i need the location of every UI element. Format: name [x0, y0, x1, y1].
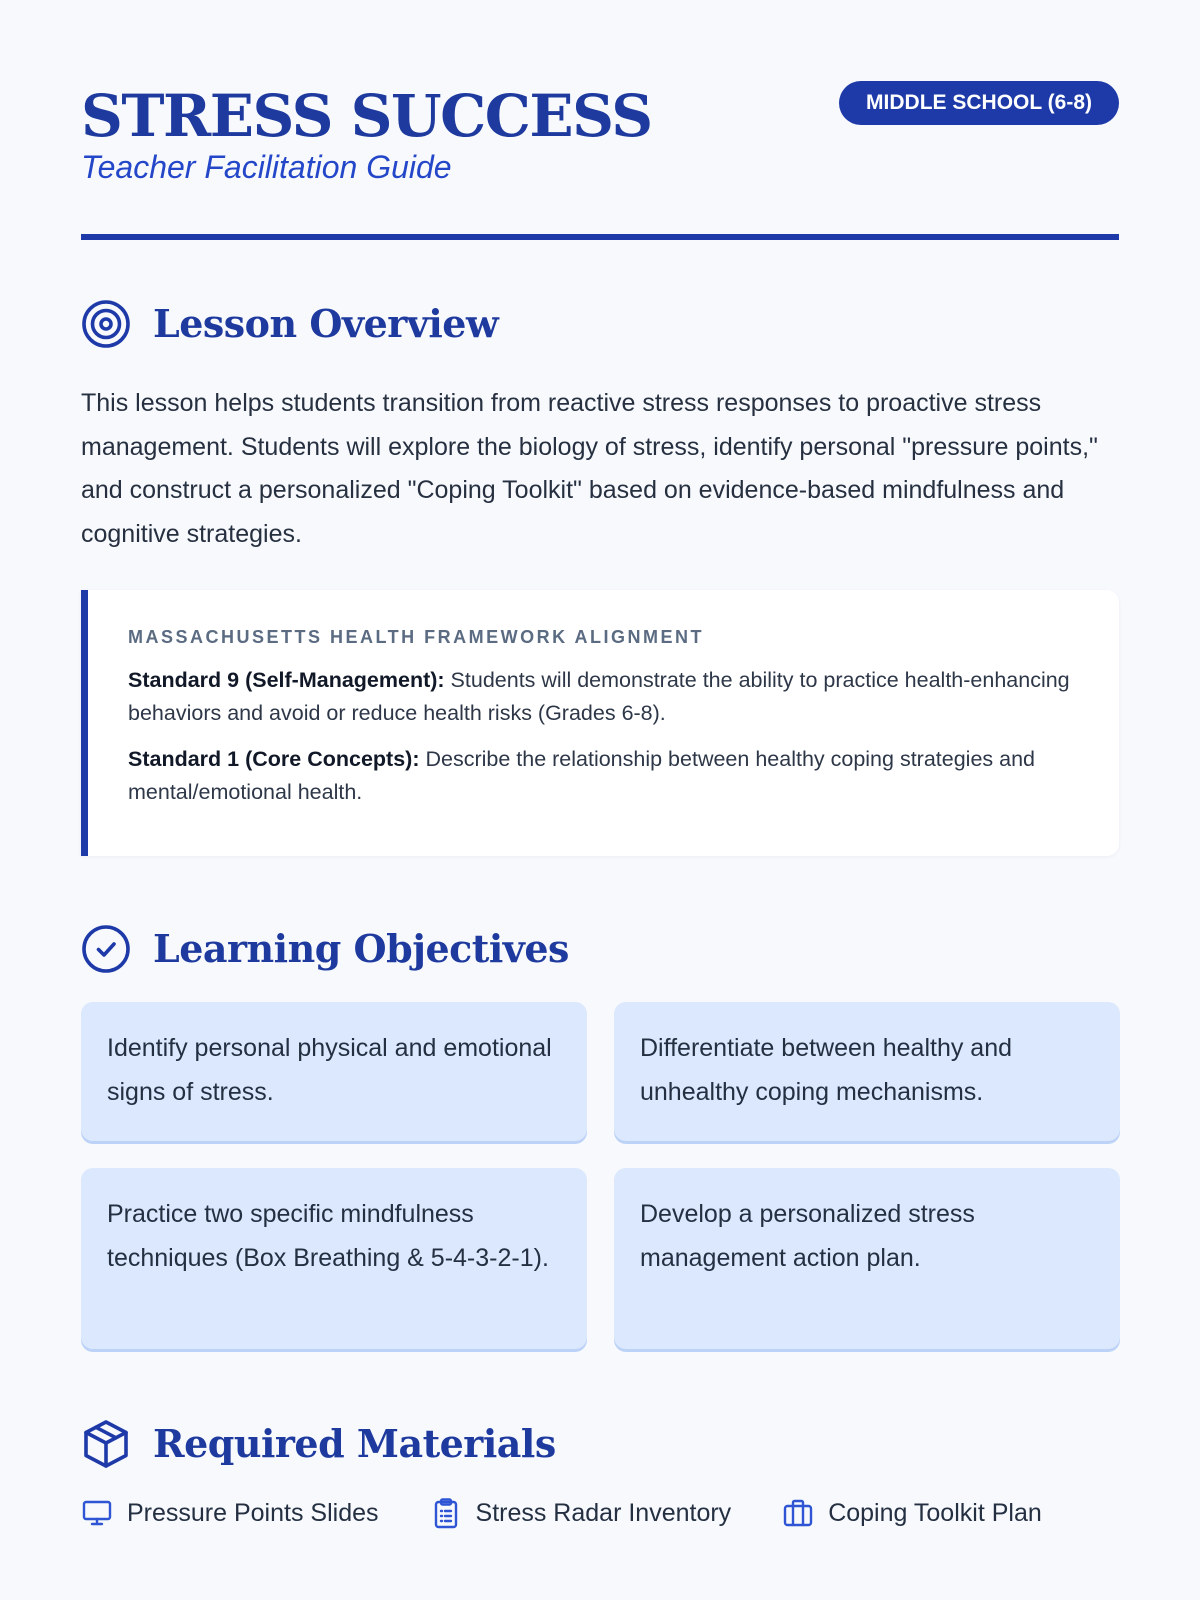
grade-level-badge: MIDDLE SCHOOL (6-8) — [839, 81, 1119, 125]
objective-card: Differentiate between healthy and unhealthy coping mechanisms. — [614, 1002, 1120, 1141]
lesson-overview-title: Lesson Overview — [153, 301, 499, 346]
monitor-icon — [81, 1497, 113, 1529]
briefcase-icon — [782, 1497, 814, 1529]
framework-alignment-callout — [81, 590, 1119, 856]
header-divider — [81, 234, 1119, 240]
learning-objectives-title: Learning Objectives — [153, 926, 569, 971]
material-label: Stress Radar Inventory — [475, 1498, 732, 1527]
page-subtitle: Teacher Facilitation Guide — [81, 149, 452, 185]
standard-text: Students will demonstrate the ability to practice health-enhancing behaviors and avoid or reduce health risks (Grades 6-8). — [128, 668, 1070, 725]
objectives-grid — [81, 1002, 1119, 1349]
lesson-overview-section — [81, 295, 1119, 856]
objective-card: Develop a personalized stress management action plan. — [614, 1168, 1120, 1349]
required-materials-heading — [81, 1415, 1119, 1473]
clipboard-icon — [430, 1497, 462, 1529]
standard-text: Describe the relationship between healthy coping strategies and mental/emotional health. — [128, 747, 1036, 804]
material-item — [782, 1497, 1042, 1529]
check-circle-icon — [81, 924, 131, 974]
lesson-overview-text: This lesson helps students transition from reactive stress responses to proactive stress management. Students will explore the biology of stress, identify personal "pressure points," and construct a personalized "Coping Toolkit" based on evidence-based mindfulness and cognitive strategies. — [81, 389, 1098, 548]
required-materials-section — [81, 1415, 1119, 1533]
lesson-overview-heading — [81, 295, 1119, 353]
objective-card: Practice two specific mindfulness techniques (Box Breathing & 5-4-3-2-1). — [81, 1168, 587, 1349]
standard-name: Standard 9 (Self-Management): — [128, 668, 445, 692]
material-item — [81, 1497, 379, 1529]
standard-item — [128, 664, 1073, 730]
standard-name: Standard 1 (Core Concepts): — [128, 747, 420, 771]
required-materials-title: Required Materials — [153, 1421, 556, 1466]
page-title: STRESS SUCCESS — [81, 82, 652, 150]
learning-objectives-section — [81, 920, 1119, 1349]
objective-card: Identify personal physical and emotional signs of stress. — [81, 1002, 587, 1141]
material-item — [430, 1497, 732, 1529]
learning-objectives-heading — [81, 920, 1119, 978]
package-icon — [81, 1419, 131, 1469]
page-header — [81, 0, 1119, 185]
target-icon — [81, 299, 131, 349]
standard-item — [128, 743, 1073, 809]
material-label: Pressure Points Slides — [127, 1498, 379, 1527]
framework-alignment-label: MASSACHUSETTS HEALTH FRAMEWORK ALIGNMENT — [128, 627, 704, 647]
material-label: Coping Toolkit Plan — [828, 1498, 1042, 1527]
materials-list — [81, 1493, 1119, 1533]
